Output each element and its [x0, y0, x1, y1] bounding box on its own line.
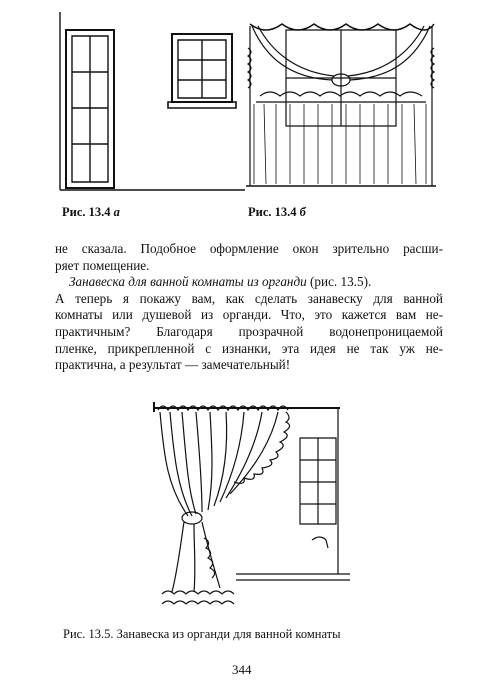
- page-number: 344: [232, 662, 252, 677]
- figure-13-4b-curtained-window-drawing: [246, 18, 436, 190]
- figure-reference: (рис. 13.5).: [306, 274, 372, 290]
- text-line: пленке, прикрепленной с изнанки, эта идея не так уж не-: [55, 340, 443, 356]
- section-heading: Занавеска для ванной комнаты из органди: [69, 274, 307, 290]
- figure-13-4b-caption: [248, 205, 306, 220]
- text-line: практична, а результат — замечательный!: [55, 357, 291, 373]
- text-line: А теперь я покажу вам, как сделать занавеску для ванной: [55, 290, 443, 306]
- figure-13-4a-window-drawing: [60, 12, 245, 202]
- text-line: не сказала. Подобное оформление окон зрительно расши-: [55, 241, 443, 256]
- text-line: комнаты или душевой из органди. Что, это кажется вам не-: [55, 307, 443, 323]
- body-text: [55, 241, 443, 374]
- figure-13-4a-caption: [62, 205, 120, 220]
- figure-13-4a-letter: а: [113, 205, 120, 219]
- figure-13-4b-label: Рис. 13.4: [248, 205, 297, 219]
- figure-13-4b-letter: б: [299, 205, 306, 219]
- figure-13-4a-label: Рис. 13.4: [62, 205, 111, 219]
- text-line: [55, 274, 443, 291]
- figure-13-5-bathroom-curtain-drawing: [150, 398, 350, 616]
- text-line: ряет помещение.: [55, 257, 150, 273]
- text-line: практичным? Благодаря прозрачной водонепроницаемой: [55, 323, 443, 339]
- figure-13-5-caption: Рис. 13.5. Занавеска из органди для ванной комнаты: [63, 627, 341, 641]
